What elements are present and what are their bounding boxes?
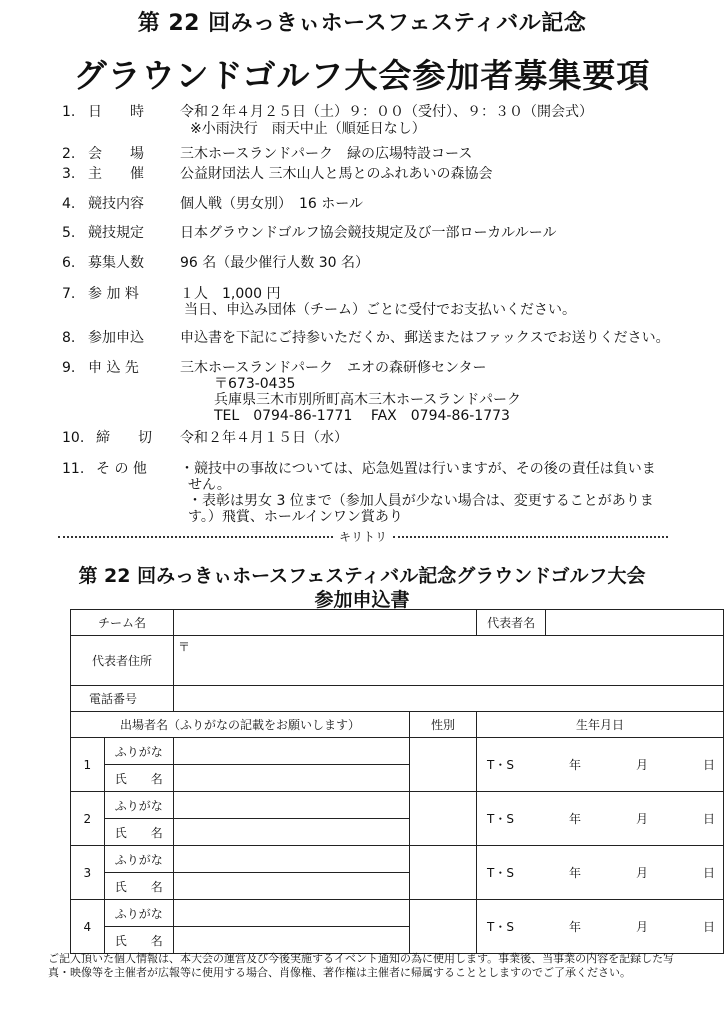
item-label: 締 切 [96,430,152,446]
entrant-row [71,900,724,927]
furigana-field[interactable] [174,792,410,819]
name-field[interactable] [174,765,410,792]
birthdate-field[interactable] [476,792,723,846]
item-value: 申込書を下記にご持参いただくか、郵送またはファックスでお送りください。 [180,330,670,346]
item-number: 4. [62,196,76,212]
item-value: 日本グラウンドゴルフ協会競技規定及び一部ローカルルール [180,225,557,241]
item-number: 6. [62,255,76,271]
birthdate-field[interactable] [476,900,723,954]
application-form [70,609,724,954]
cut-line [58,528,668,545]
gender-field[interactable] [409,846,476,900]
entrant-number: 2 [71,792,105,846]
furigana-label: ふりがな [104,792,173,819]
era-label: T・S [486,812,514,826]
item-value: 令和２年４月２５日（土）９：００（受付）、９：３０（開会式） [180,104,593,120]
furigana-label: ふりがな [104,738,173,765]
address-field[interactable] [174,636,724,686]
furigana-label: ふりがな [104,900,173,927]
furigana-field[interactable] [174,738,410,765]
item-number: 11. [62,461,85,477]
cut-line-dots [393,536,668,538]
item-value: 令和２年４月１５日（水） [180,430,348,446]
birthdate-field[interactable] [476,738,723,792]
item-value: 三木ホースランドパーク エオの森研修センター [180,360,487,376]
item-label: 競技内容 [88,196,144,212]
month-label: 月 [635,812,648,826]
privacy-note: ご記入頂いた個人情報は、本大会の運営及び今後実施するイベント通知の為に使用します。事業後、当事業の内容を記録した写真・映像等を主催者が広報等に使用する場合、肖像権、著作権は主催者に帰属することとしますのでご了承ください。 [48,952,675,979]
cut-line-dots [58,536,333,538]
item-value: １人 1,000 円 [180,286,281,302]
item-number: 10. [62,430,85,446]
phone-field[interactable] [174,686,724,712]
item-detail: 〒673-0435 [214,376,296,392]
entrant-number: 3 [71,846,105,900]
name-label: 氏 名 [104,873,173,900]
month-label: 月 [635,866,648,880]
name-label: 氏 名 [104,765,173,792]
gender-header: 性別 [409,712,476,738]
item-value: 公益財団法人 三木山人と馬とのふれあいの森協会 [180,166,493,182]
item-detail: TEL 0794-86-1771 FAX 0794-86-1773 [214,408,510,424]
item-label: 参 加 料 [88,286,139,302]
item-number: 5. [62,225,76,241]
item-value: 96 名（最少催行人数 30 名） [180,255,369,271]
item-label: 申 込 先 [88,360,139,376]
name-field[interactable] [174,873,410,900]
furigana-field[interactable] [174,900,410,927]
item-number: 9. [62,360,76,376]
item-label: 日 時 [88,104,144,120]
birthdate-header: 生年月日 [476,712,723,738]
furigana-label: ふりがな [104,846,173,873]
name-field[interactable] [174,819,410,846]
representative-label: 代表者名 [476,610,545,636]
item-detail: す。）飛賞、ホールインワン賞あり [188,509,403,525]
address-label: 代表者住所 [71,636,174,686]
furigana-field[interactable] [174,846,410,873]
year-label: 年 [568,866,581,880]
day-label: 日 [702,866,715,880]
day-label: 日 [702,920,715,934]
form-subtitle: 参加申込書 [314,589,410,611]
birthdate-field[interactable] [476,846,723,900]
era-label: T・S [486,758,514,772]
name-field[interactable] [174,927,410,954]
item-detail: ・表彰は男女 3 位まで（参加人員が少ない場合は、変更することがありま [188,493,654,509]
item-value: 三木ホースランドパーク 緑の広場特設コース [180,146,473,162]
item-number: 1. [62,104,76,120]
era-label: T・S [486,920,514,934]
entrant-row [71,792,724,819]
gender-field[interactable] [409,900,476,954]
item-value: 個人戦（男女別） 16 ホール [180,196,363,212]
page-subtitle: 第 22 回みっきぃホースフェスティバル記念 [137,11,587,36]
entrant-row [71,846,724,873]
page-title: グラウンドゴルフ大会参加者募集要項 [73,56,651,95]
entrant-row [71,738,724,765]
phone-label: 電話番号 [71,686,174,712]
item-label: そ の 他 [96,461,147,477]
gender-field[interactable] [409,792,476,846]
item-detail: 当日、申込み団体（チーム）ごとに受付でお支払いください。 [184,302,576,318]
form-title: 第 22 回みっきぃホースフェスティバル記念グラウンドゴルフ大会 [78,565,646,587]
item-detail: ※小雨決行 雨天中止（順延日なし） [190,121,426,137]
item-number: 3. [62,166,76,182]
entrant-header: 出場者名（ふりがなの記載をお願いします） [71,712,410,738]
entrant-number: 4 [71,900,105,954]
month-label: 月 [635,758,648,772]
postal-mark: 〒 [178,640,191,654]
gender-field[interactable] [409,738,476,792]
day-label: 日 [702,758,715,772]
year-label: 年 [568,758,581,772]
item-value: ・競技中の事故については、応急処置は行いますが、その後の責任は負いま [180,461,656,477]
year-label: 年 [568,920,581,934]
item-label: 競技規定 [88,225,144,241]
item-label: 会 場 [88,146,144,162]
item-detail: 兵庫県三木市別所町高木三木ホースランドパーク [214,392,522,408]
name-label: 氏 名 [104,819,173,846]
item-label: 募集人数 [88,255,144,271]
item-detail: せん。 [188,477,231,493]
item-number: 2. [62,146,76,162]
name-label: 氏 名 [104,927,173,954]
era-label: T・S [486,866,514,880]
day-label: 日 [702,812,715,826]
representative-field[interactable] [546,610,724,636]
item-label: 主 催 [88,166,144,182]
cut-line-label: キリトリ [339,530,388,544]
entrant-number: 1 [71,738,105,792]
item-label: 参加申込 [88,330,144,346]
team-name-field[interactable] [174,610,477,636]
team-name-label: チーム名 [71,610,174,636]
month-label: 月 [635,920,648,934]
item-number: 8. [62,330,76,346]
year-label: 年 [568,812,581,826]
item-number: 7. [62,286,76,302]
